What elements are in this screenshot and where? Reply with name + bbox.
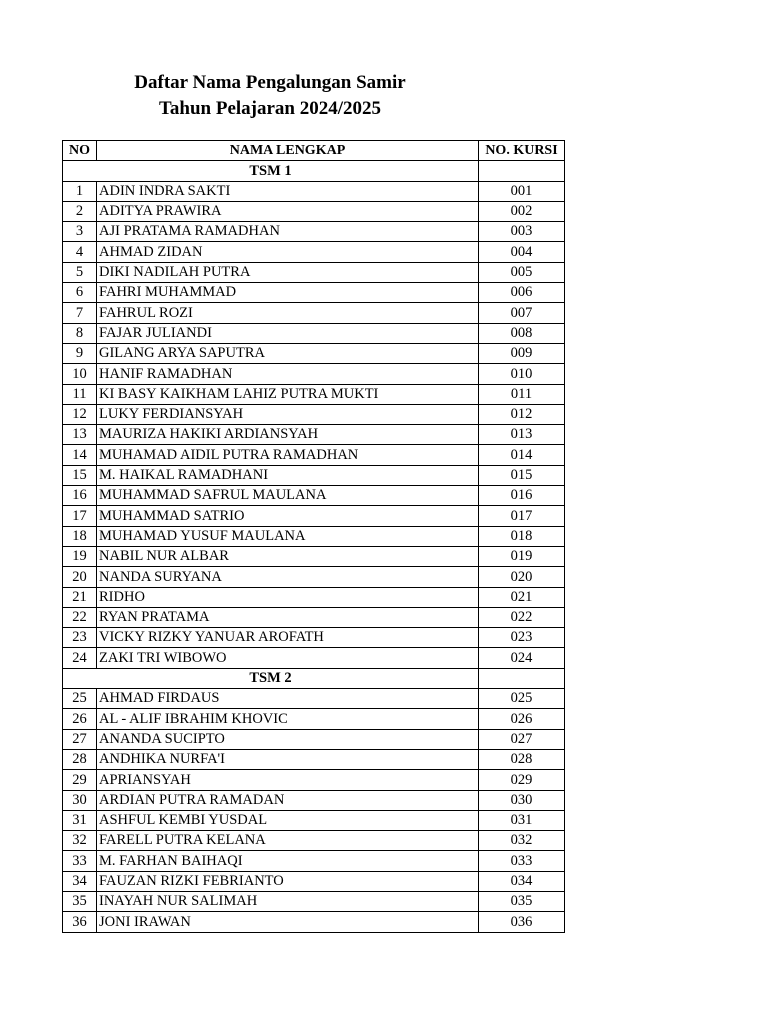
seat-number: 035 <box>479 891 565 911</box>
table-row <box>63 201 565 221</box>
row-number: 12 <box>63 404 97 424</box>
student-name: VICKY RIZKY YANUAR AROFATH <box>97 628 479 648</box>
student-name: ADIN INDRA SAKTI <box>97 181 479 201</box>
table-row <box>63 628 565 648</box>
table-body <box>63 161 565 932</box>
header-no: NO <box>63 141 97 161</box>
student-name: FAHRUL ROZI <box>97 303 479 323</box>
table-row <box>63 445 565 465</box>
seat-number: 014 <box>479 445 565 465</box>
row-number: 17 <box>63 506 97 526</box>
student-name: HANIF RAMADHAN <box>97 364 479 384</box>
row-number: 32 <box>63 831 97 851</box>
seat-number: 031 <box>479 810 565 830</box>
table-row <box>63 486 565 506</box>
table-row <box>63 607 565 627</box>
seat-number: 004 <box>479 242 565 262</box>
row-number: 18 <box>63 526 97 546</box>
student-name: MUHAMMAD SATRIO <box>97 506 479 526</box>
row-number: 34 <box>63 871 97 891</box>
student-name: ASHFUL KEMBI YUSDAL <box>97 810 479 830</box>
row-number: 3 <box>63 222 97 242</box>
student-name: KI BASY KAIKHAM LAHIZ PUTRA MUKTI <box>97 384 479 404</box>
seat-number: 025 <box>479 689 565 709</box>
row-number: 23 <box>63 628 97 648</box>
group-empty-cell <box>479 161 565 181</box>
student-name: MUHAMAD AIDIL PUTRA RAMADHAN <box>97 445 479 465</box>
row-number: 1 <box>63 181 97 201</box>
seat-number: 002 <box>479 201 565 221</box>
student-name: M. FARHAN BAIHAQI <box>97 851 479 871</box>
table-row <box>63 851 565 871</box>
seat-number: 013 <box>479 425 565 445</box>
seat-number: 024 <box>479 648 565 668</box>
table-row <box>63 770 565 790</box>
row-number: 19 <box>63 546 97 566</box>
table-row <box>63 384 565 404</box>
table-row <box>63 506 565 526</box>
row-number: 9 <box>63 343 97 363</box>
row-number: 10 <box>63 364 97 384</box>
table-row <box>63 912 565 932</box>
seat-number: 020 <box>479 567 565 587</box>
seat-number: 016 <box>479 486 565 506</box>
seat-number: 019 <box>479 546 565 566</box>
table-row <box>63 567 565 587</box>
student-name: ZAKI TRI WIBOWO <box>97 648 479 668</box>
student-name: JONI IRAWAN <box>97 912 479 932</box>
group-empty-cell <box>479 668 565 688</box>
row-number: 35 <box>63 891 97 911</box>
student-name: RIDHO <box>97 587 479 607</box>
student-name: ANANDA SUCIPTO <box>97 729 479 749</box>
row-number: 4 <box>63 242 97 262</box>
student-name: AL - ALIF IBRAHIM KHOVIC <box>97 709 479 729</box>
table-row <box>63 526 565 546</box>
seat-number: 034 <box>479 871 565 891</box>
table-row <box>63 587 565 607</box>
seat-number: 028 <box>479 749 565 769</box>
row-number: 16 <box>63 486 97 506</box>
row-number: 7 <box>63 303 97 323</box>
group-label: TSM 2 <box>63 668 479 688</box>
row-number: 26 <box>63 709 97 729</box>
student-name: FAHRI MUHAMMAD <box>97 283 479 303</box>
student-name: FAJAR JULIANDI <box>97 323 479 343</box>
row-number: 2 <box>63 201 97 221</box>
table-row <box>63 709 565 729</box>
student-name: MUHAMMAD SAFRUL MAULANA <box>97 486 479 506</box>
table-header <box>63 141 565 161</box>
table-row <box>63 425 565 445</box>
student-name: FAUZAN RIZKI FEBRIANTO <box>97 871 479 891</box>
seat-number: 021 <box>479 587 565 607</box>
student-name: FARELL PUTRA KELANA <box>97 831 479 851</box>
seat-number: 029 <box>479 770 565 790</box>
header-row <box>63 141 565 161</box>
group-header-row <box>63 161 565 181</box>
table-row <box>63 303 565 323</box>
table-row <box>63 343 565 363</box>
title-line-2: Tahun Pelajaran 2024/2025 <box>158 98 382 119</box>
student-name: INAYAH NUR SALIMAH <box>97 891 479 911</box>
table-row <box>63 871 565 891</box>
row-number: 27 <box>63 729 97 749</box>
student-name: AHMAD ZIDAN <box>97 242 479 262</box>
row-number: 28 <box>63 749 97 769</box>
row-number: 5 <box>63 262 97 282</box>
row-number: 31 <box>63 810 97 830</box>
seat-number: 022 <box>479 607 565 627</box>
table-row <box>63 689 565 709</box>
header-name: NAMA LENGKAP <box>97 141 479 161</box>
table-row <box>63 749 565 769</box>
table-row <box>63 181 565 201</box>
table-row <box>63 891 565 911</box>
row-number: 29 <box>63 770 97 790</box>
seat-number: 027 <box>479 729 565 749</box>
seat-number: 032 <box>479 831 565 851</box>
table-row <box>63 242 565 262</box>
student-name: APRIANSYAH <box>97 770 479 790</box>
seat-number: 012 <box>479 404 565 424</box>
row-number: 21 <box>63 587 97 607</box>
seat-number: 010 <box>479 364 565 384</box>
table-row <box>63 810 565 830</box>
table-row <box>63 546 565 566</box>
student-name: DIKI NADILAH PUTRA <box>97 262 479 282</box>
student-name: ANDHIKA NURFA'I <box>97 749 479 769</box>
seat-number: 003 <box>479 222 565 242</box>
seat-number: 030 <box>479 790 565 810</box>
student-name: RYAN PRATAMA <box>97 607 479 627</box>
student-name: MUHAMAD YUSUF MAULANA <box>97 526 479 546</box>
student-roster-table <box>62 140 565 933</box>
table-row <box>63 729 565 749</box>
table-row <box>63 262 565 282</box>
seat-number: 017 <box>479 506 565 526</box>
table-row <box>63 790 565 810</box>
row-number: 13 <box>63 425 97 445</box>
seat-number: 023 <box>479 628 565 648</box>
student-name: AHMAD FIRDAUS <box>97 689 479 709</box>
group-header-row <box>63 668 565 688</box>
document-title <box>120 70 420 122</box>
row-number: 14 <box>63 445 97 465</box>
title-line-1: Daftar Nama Pengalungan Samir <box>134 72 406 93</box>
table-row <box>63 648 565 668</box>
student-name: NANDA SURYANA <box>97 567 479 587</box>
student-name: ARDIAN PUTRA RAMADAN <box>97 790 479 810</box>
seat-number: 011 <box>479 384 565 404</box>
student-name: MAURIZA HAKIKI ARDIANSYAH <box>97 425 479 445</box>
table-row <box>63 404 565 424</box>
row-number: 22 <box>63 607 97 627</box>
header-kursi: NO. KURSI <box>479 141 565 161</box>
seat-number: 009 <box>479 343 565 363</box>
row-number: 15 <box>63 465 97 485</box>
row-number: 11 <box>63 384 97 404</box>
table-row <box>63 364 565 384</box>
seat-number: 001 <box>479 181 565 201</box>
table-row <box>63 323 565 343</box>
student-name: M. HAIKAL RAMADHANI <box>97 465 479 485</box>
seat-number: 006 <box>479 283 565 303</box>
seat-number: 007 <box>479 303 565 323</box>
table-row <box>63 283 565 303</box>
table-row <box>63 831 565 851</box>
row-number: 33 <box>63 851 97 871</box>
seat-number: 026 <box>479 709 565 729</box>
seat-number: 005 <box>479 262 565 282</box>
row-number: 8 <box>63 323 97 343</box>
seat-number: 015 <box>479 465 565 485</box>
seat-number: 008 <box>479 323 565 343</box>
student-name: LUKY FERDIANSYAH <box>97 404 479 424</box>
group-label: TSM 1 <box>63 161 479 181</box>
row-number: 25 <box>63 689 97 709</box>
student-name: AJI PRATAMA RAMADHAN <box>97 222 479 242</box>
seat-number: 033 <box>479 851 565 871</box>
row-number: 36 <box>63 912 97 932</box>
row-number: 6 <box>63 283 97 303</box>
row-number: 20 <box>63 567 97 587</box>
student-name: GILANG ARYA SAPUTRA <box>97 343 479 363</box>
seat-number: 018 <box>479 526 565 546</box>
row-number: 24 <box>63 648 97 668</box>
student-name: NABIL NUR ALBAR <box>97 546 479 566</box>
seat-number: 036 <box>479 912 565 932</box>
table-row <box>63 222 565 242</box>
row-number: 30 <box>63 790 97 810</box>
table-row <box>63 465 565 485</box>
student-name: ADITYA PRAWIRA <box>97 201 479 221</box>
